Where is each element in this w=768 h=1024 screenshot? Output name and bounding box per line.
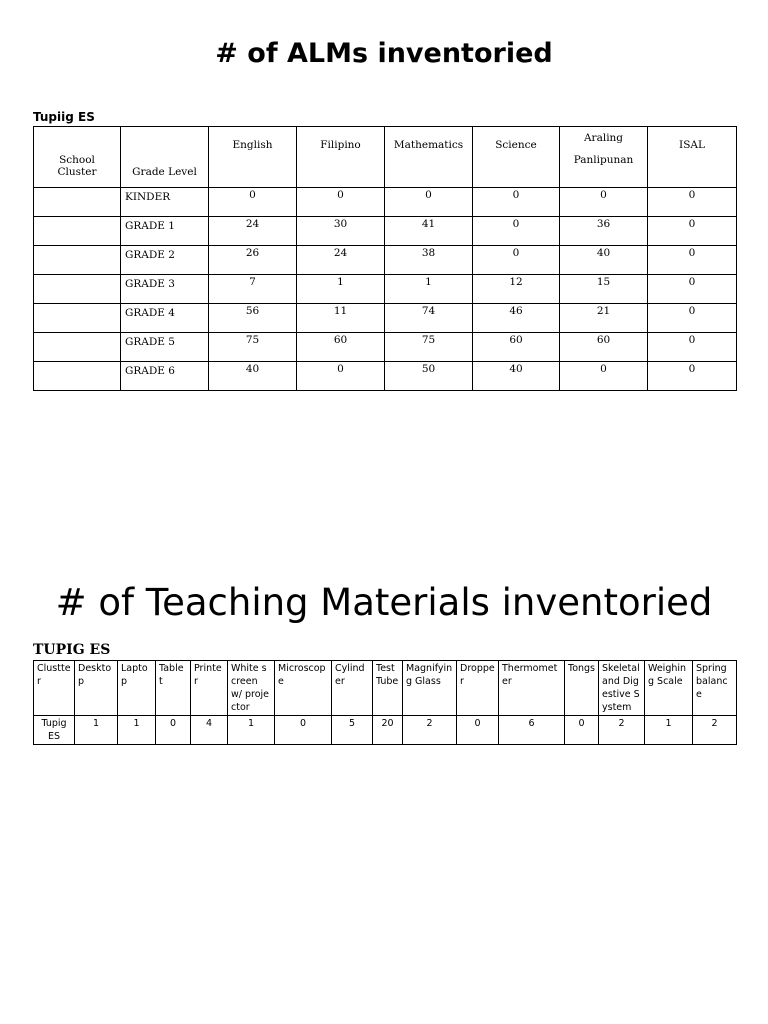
header-grade-level: Grade Level	[121, 127, 209, 188]
value-cell: 0	[297, 362, 385, 391]
alms-table-body	[34, 188, 737, 391]
header-english: English	[209, 127, 297, 188]
teaching-table	[33, 660, 737, 745]
value-cell: 50	[385, 362, 473, 391]
school-cluster-cell	[34, 333, 121, 362]
teaching-value-cell: 2	[403, 716, 457, 745]
value-cell: 60	[297, 333, 385, 362]
teaching-header-cell: Weighing Scale	[645, 661, 693, 716]
value-cell: 24	[209, 217, 297, 246]
value-cell: 75	[385, 333, 473, 362]
grade-level-cell: GRADE 4	[121, 304, 209, 333]
teaching-value-cell: 0	[457, 716, 499, 745]
value-cell: 0	[473, 246, 560, 275]
teaching-school-label: TUPIG ES	[33, 642, 111, 658]
school-cluster-cell	[34, 275, 121, 304]
teaching-value-cell: 0	[156, 716, 191, 745]
teaching-data-row	[34, 716, 737, 745]
teaching-value-cell: 1	[228, 716, 275, 745]
teaching-value-cell: 4	[191, 716, 228, 745]
teaching-value-cell: 5	[332, 716, 373, 745]
school-cluster-cell	[34, 217, 121, 246]
teaching-header-cell: Laptop	[118, 661, 156, 716]
header-science: Science	[473, 127, 560, 188]
value-cell: 40	[560, 246, 648, 275]
value-cell: 24	[297, 246, 385, 275]
value-cell: 30	[297, 217, 385, 246]
value-cell: 0	[560, 188, 648, 217]
table-row	[34, 333, 737, 362]
value-cell: 74	[385, 304, 473, 333]
school-cluster-cell	[34, 304, 121, 333]
school-cluster-cell	[34, 246, 121, 275]
teaching-header-cell: Tablet	[156, 661, 191, 716]
teaching-value-cell: Tupig ES	[34, 716, 75, 745]
teaching-value-cell: 1	[118, 716, 156, 745]
header-filipino: Filipino	[297, 127, 385, 188]
header-school-cluster: School Cluster	[34, 127, 121, 188]
table-row	[34, 275, 737, 304]
value-cell: 0	[385, 188, 473, 217]
table-row	[34, 246, 737, 275]
teaching-title: # of Teaching Materials inventoried	[55, 581, 713, 624]
value-cell: 0	[648, 188, 737, 217]
header-isal: ISAL	[648, 127, 737, 188]
grade-level-cell: GRADE 3	[121, 275, 209, 304]
grade-level-cell: GRADE 1	[121, 217, 209, 246]
teaching-value-cell: 20	[373, 716, 403, 745]
value-cell: 0	[648, 304, 737, 333]
value-cell: 56	[209, 304, 297, 333]
value-cell: 0	[648, 217, 737, 246]
alms-title: # of ALMs inventoried	[215, 38, 553, 69]
alms-table	[33, 126, 737, 391]
value-cell: 0	[297, 188, 385, 217]
teaching-header-cell: Tongs	[565, 661, 599, 716]
value-cell: 0	[209, 188, 297, 217]
teaching-value-cell: 1	[75, 716, 118, 745]
header-araling-line1: Araling	[583, 132, 624, 144]
value-cell: 0	[473, 217, 560, 246]
teaching-header-cell: Test Tube	[373, 661, 403, 716]
school-cluster-cell	[34, 188, 121, 217]
value-cell: 12	[473, 275, 560, 304]
value-cell: 60	[473, 333, 560, 362]
teaching-header-cell: Magnifying Glass	[403, 661, 457, 716]
teaching-header-cell: White screen w/ projector	[228, 661, 275, 716]
teaching-header-cell: Spring balance	[693, 661, 737, 716]
teaching-header-row	[34, 661, 737, 716]
value-cell: 7	[209, 275, 297, 304]
value-cell: 26	[209, 246, 297, 275]
value-cell: 21	[560, 304, 648, 333]
value-cell: 46	[473, 304, 560, 333]
value-cell: 0	[648, 246, 737, 275]
header-araling-line2: Panlipunan	[573, 154, 634, 166]
teaching-value-cell: 1	[645, 716, 693, 745]
teaching-header-cell: Microscope	[275, 661, 332, 716]
teaching-value-cell: 2	[599, 716, 645, 745]
grade-level-cell: GRADE 6	[121, 362, 209, 391]
value-cell: 1	[385, 275, 473, 304]
teaching-value-cell: 6	[499, 716, 565, 745]
table-row	[34, 217, 737, 246]
teaching-header-cell: Desktop	[75, 661, 118, 716]
value-cell: 11	[297, 304, 385, 333]
teaching-header-cell: Cylinder	[332, 661, 373, 716]
value-cell: 41	[385, 217, 473, 246]
school-cluster-cell	[34, 362, 121, 391]
value-cell: 0	[560, 362, 648, 391]
value-cell: 38	[385, 246, 473, 275]
teaching-value-cell: 0	[565, 716, 599, 745]
value-cell: 15	[560, 275, 648, 304]
header-mathematics: Mathematics	[385, 127, 473, 188]
teaching-value-cell: 0	[275, 716, 332, 745]
value-cell: 36	[560, 217, 648, 246]
table-row	[34, 362, 737, 391]
table-row	[34, 188, 737, 217]
header-araling-panlipunan	[560, 127, 648, 188]
grade-level-cell: GRADE 5	[121, 333, 209, 362]
teaching-header-cell: Clustter	[34, 661, 75, 716]
teaching-header-cell: Skeletal and Digestive System	[599, 661, 645, 716]
grade-level-cell: KINDER	[121, 188, 209, 217]
value-cell: 0	[473, 188, 560, 217]
teaching-header-cell: Printer	[191, 661, 228, 716]
teaching-header-cell: Thermometer	[499, 661, 565, 716]
value-cell: 75	[209, 333, 297, 362]
alms-header-row	[34, 127, 737, 188]
teaching-header-cell: Dropper	[457, 661, 499, 716]
value-cell: 40	[209, 362, 297, 391]
table-row	[34, 304, 737, 333]
value-cell: 40	[473, 362, 560, 391]
teaching-value-cell: 2	[693, 716, 737, 745]
value-cell: 0	[648, 333, 737, 362]
grade-level-cell: GRADE 2	[121, 246, 209, 275]
value-cell: 60	[560, 333, 648, 362]
value-cell: 0	[648, 275, 737, 304]
value-cell: 1	[297, 275, 385, 304]
alms-school-label: Tupiig ES	[33, 110, 95, 124]
value-cell: 0	[648, 362, 737, 391]
